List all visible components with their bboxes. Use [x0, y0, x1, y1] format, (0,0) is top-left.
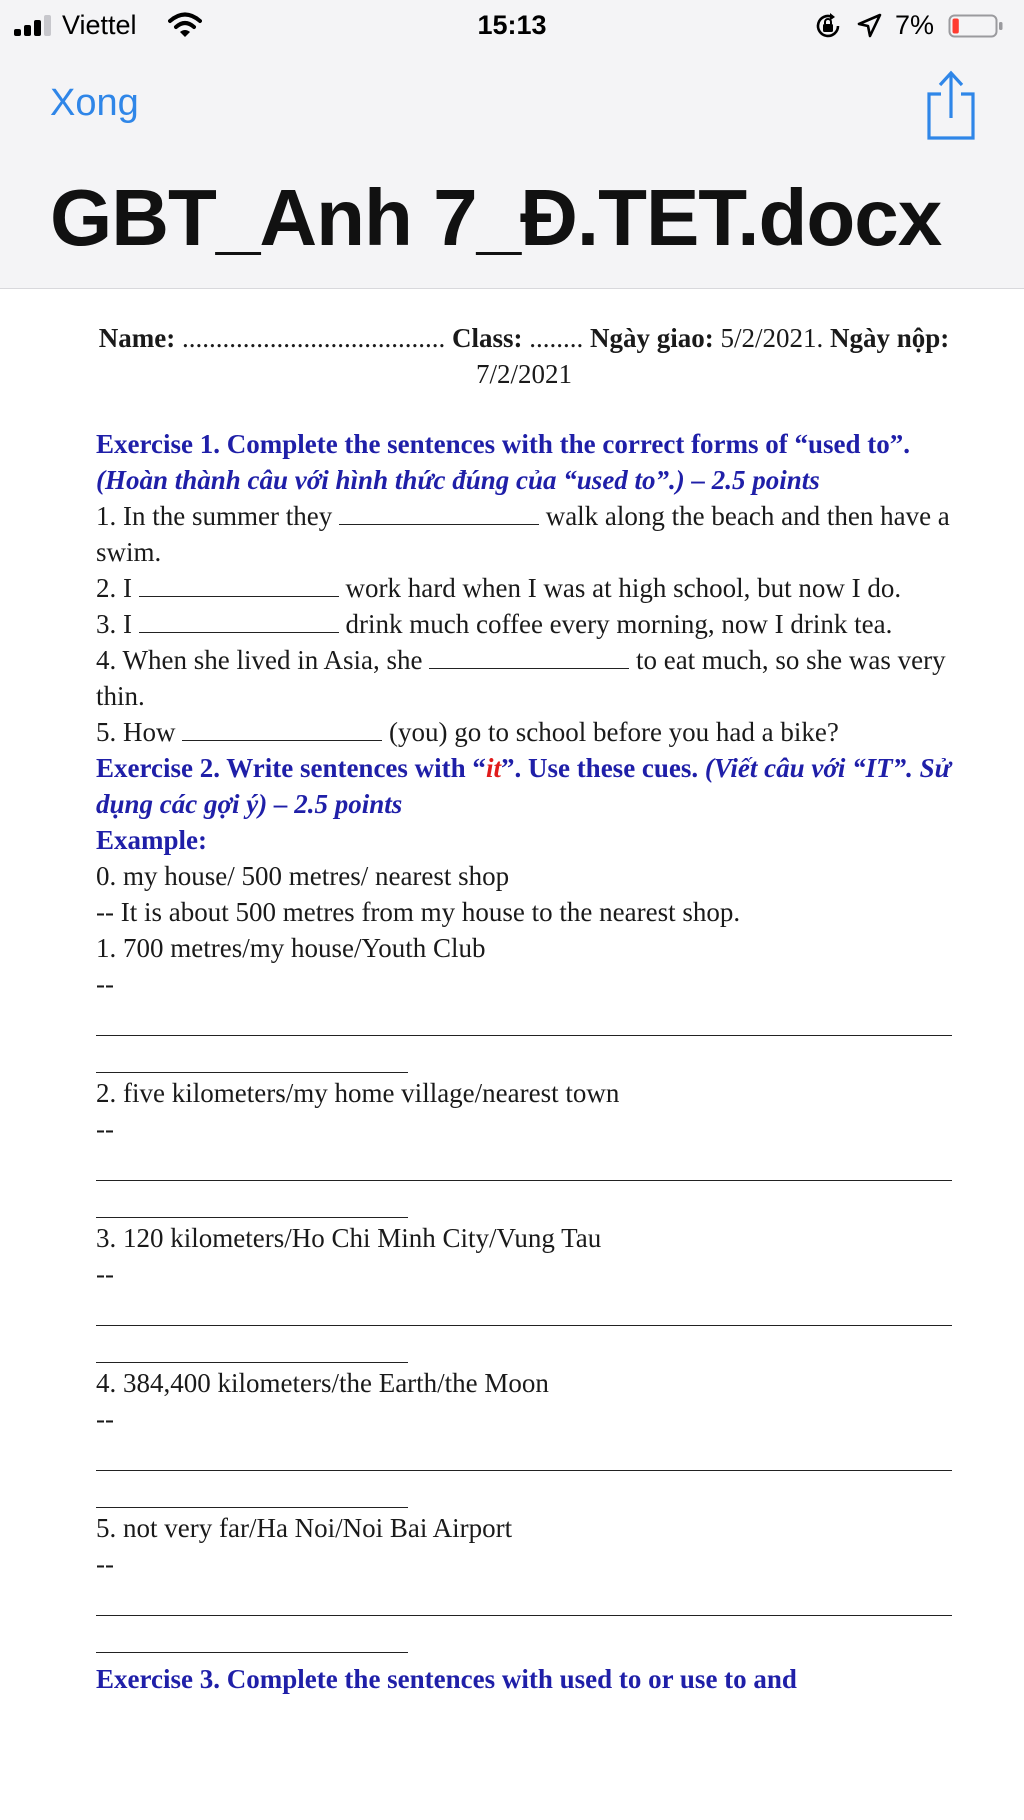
item-cue: 5. not very far/Ha Noi/Noi Bai Airport: [96, 1513, 513, 1543]
exercise-1-question-2: [96, 570, 952, 606]
status-time: 15:13: [477, 10, 547, 40]
question-text: 1. In the summer they: [96, 501, 333, 531]
battery-icon: [948, 14, 1004, 38]
example-label: Example:: [96, 825, 207, 855]
question-text: walk along the beach and then have a swim.: [96, 501, 950, 567]
item-cue: 3. 120 kilometers/Ho Chi Minh City/Vung Tau: [96, 1223, 602, 1253]
exercise-2-item-3: [96, 1220, 952, 1363]
question-text: 4. When she lived in Asia, she: [96, 645, 423, 675]
done-button[interactable]: Xong: [50, 82, 139, 124]
example-cue: 0. my house/ 500 metres/ nearest shop: [96, 861, 510, 891]
exercise-1-heading: [96, 426, 952, 498]
class-label: Class:: [451, 323, 523, 353]
student-info-header: [96, 320, 952, 392]
answer-line-continued[interactable]: [96, 1616, 408, 1653]
exercise-2-subtitle: (Viết câu với “IT”. Sử dụng các gợi ý) – 2.5 points: [96, 753, 951, 819]
exercise-2-item-4: [96, 1365, 952, 1508]
question-text: 2. I: [96, 573, 132, 603]
exercise-1-question-3: [96, 606, 952, 642]
question-text: 3. I: [96, 609, 132, 639]
question-text: (you) go to school before you had a bike?: [389, 717, 839, 747]
answer-blank-1[interactable]: [339, 500, 539, 525]
exercise-1-question-1: [96, 498, 952, 570]
due-date: 7/2/2021: [475, 359, 572, 389]
share-icon[interactable]: [924, 66, 978, 142]
item-dash: --: [96, 1549, 114, 1579]
answer-blank-3[interactable]: [139, 608, 339, 633]
item-dash: --: [96, 1404, 114, 1434]
question-text: drink much coffee every morning, now I drink tea.: [345, 609, 893, 639]
carrier-name: Viettel: [62, 10, 137, 40]
exercise-1-subtitle: (Hoàn thành câu với hình thức đúng của “used to”.) – 2.5 points: [96, 465, 820, 495]
question-text: 5. How: [96, 717, 176, 747]
question-text: work hard when I was at high school, but now I do.: [345, 573, 902, 603]
exercise-1-question-4: [96, 642, 952, 714]
exercise-1-title: Exercise 1. Complete the sentences with the correct forms of “used to”.: [96, 429, 911, 459]
answer-line[interactable]: [96, 1582, 952, 1616]
document-page: [96, 300, 952, 1697]
assign-date-label: Ngày giao:: [589, 323, 714, 353]
name-label: Name:: [98, 323, 176, 353]
exercise-1-question-5: [96, 714, 952, 750]
name-dots: .......................................: [181, 323, 446, 353]
battery-percentage: 7%: [895, 10, 935, 40]
orientation-lock-icon: [814, 12, 842, 40]
battery-level-fill: [953, 19, 959, 34]
item-dash: --: [96, 969, 114, 999]
item-dash: --: [96, 1114, 114, 1144]
answer-blank-5[interactable]: [182, 716, 382, 741]
item-cue: 2. five kilometers/my home village/nearest town: [96, 1078, 620, 1108]
item-cue: 4. 384,400 kilometers/the Earth/the Moon: [96, 1368, 549, 1398]
item-cue: 1. 700 metres/my house/Youth Club: [96, 933, 486, 963]
exercise-2-it-keyword: it: [485, 753, 501, 783]
exercise-2-item-1: [96, 930, 952, 1073]
item-dash: --: [96, 1259, 114, 1289]
document-navbar: [0, 52, 1024, 289]
exercise-2-item-5: [96, 1510, 952, 1653]
due-date-label: Ngày nộp:: [829, 323, 950, 353]
exercise-2-heading: [96, 750, 952, 822]
answer-line[interactable]: [96, 1147, 952, 1181]
answer-blank-2[interactable]: [139, 572, 339, 597]
question-text: to eat much, so she was very thin.: [96, 645, 946, 711]
answer-line-continued[interactable]: [96, 1471, 408, 1508]
example-answer: -- It is about 500 metres from my house to the nearest shop.: [96, 897, 741, 927]
answer-line[interactable]: [96, 1292, 952, 1326]
answer-blank-4[interactable]: [429, 644, 629, 669]
exercise-2-title: Exercise 2. Write sentences with “: [96, 753, 486, 783]
location-arrow-icon: [856, 12, 882, 40]
exercise-3-title: Exercise 3. Complete the sentences with used to or use to and: [96, 1664, 797, 1694]
answer-line[interactable]: [96, 1437, 952, 1471]
answer-line-continued[interactable]: [96, 1036, 408, 1073]
document-title: GBT_Anh 7_Đ.TET.docx: [50, 173, 942, 262]
exercise-2-item-2: [96, 1075, 952, 1218]
assign-date: 5/2/2021.: [720, 323, 824, 353]
exercise-2-title-end: ”. Use these cues.: [500, 753, 699, 783]
answer-line-continued[interactable]: [96, 1181, 408, 1218]
status-bar: [0, 0, 1024, 52]
answer-line-continued[interactable]: [96, 1326, 408, 1363]
answer-line[interactable]: [96, 1002, 952, 1036]
class-dots: ........: [529, 323, 584, 353]
